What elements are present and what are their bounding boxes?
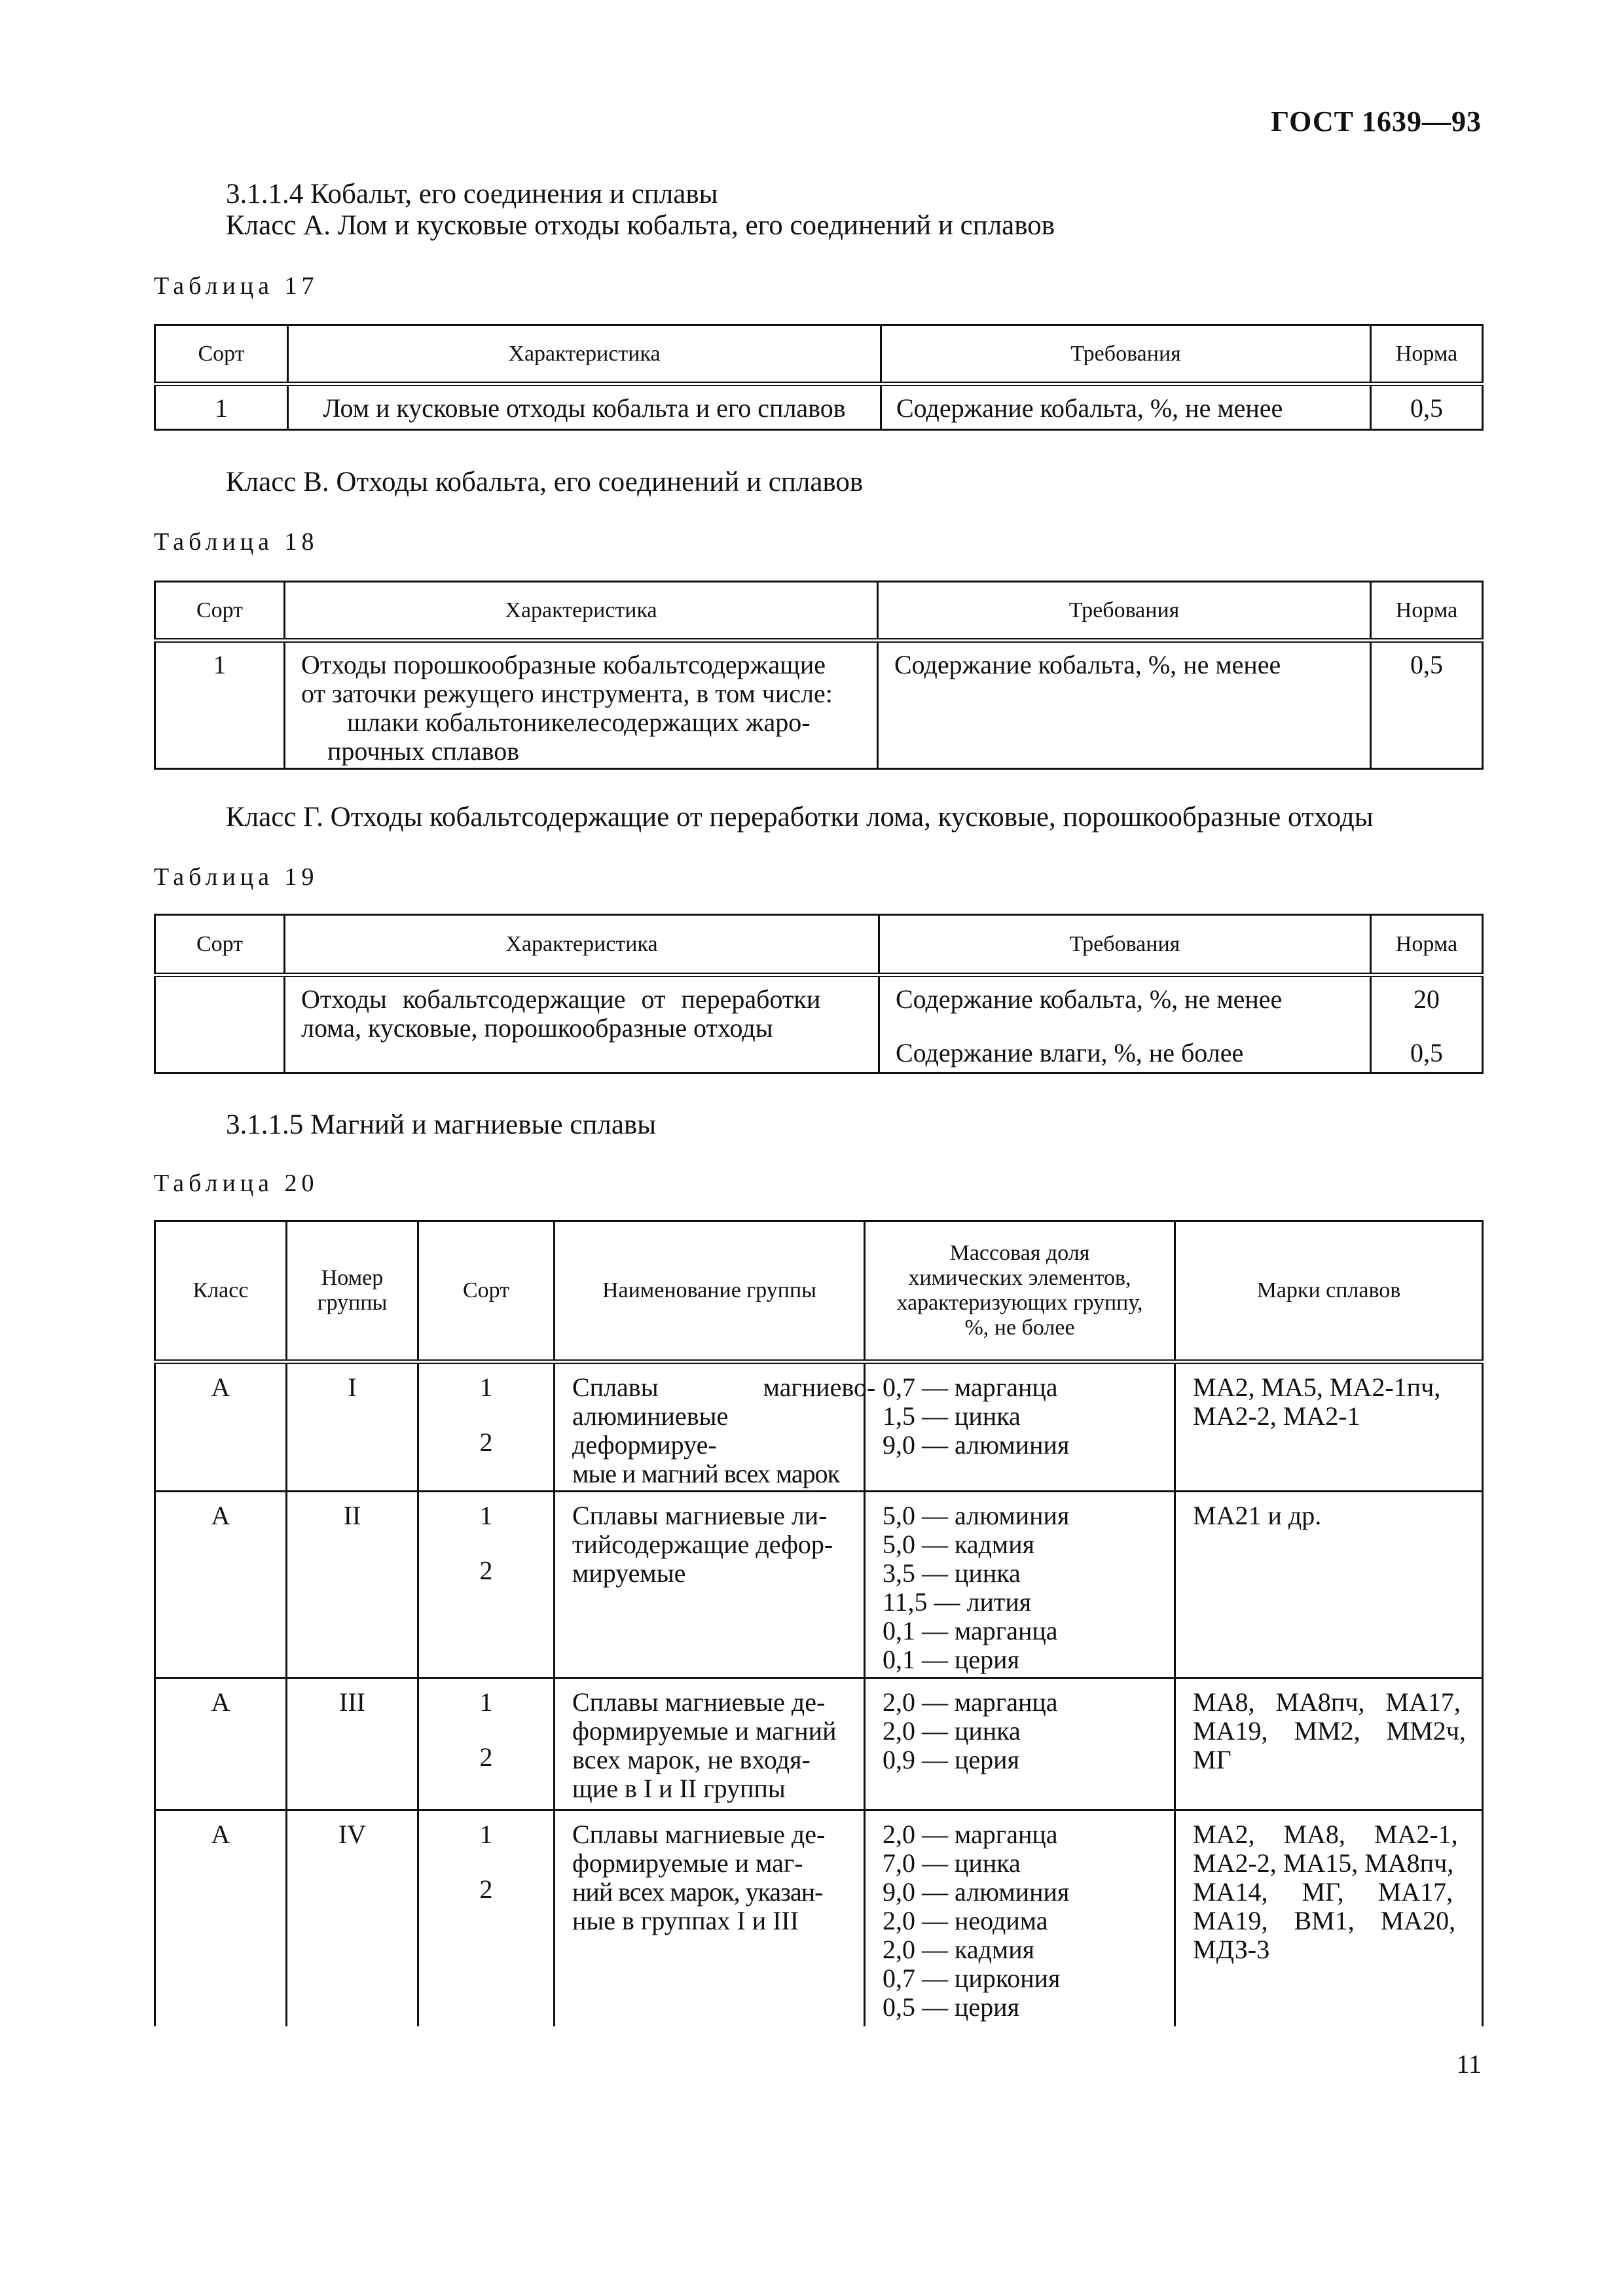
sort-value: 1 [479, 1372, 493, 1402]
element-line: 9,0 — алюминия [883, 1430, 1070, 1460]
cell-requirement: Содержание кобальта, %, не менее [881, 384, 1371, 430]
element-line: 0,1 — церия [883, 1645, 1019, 1674]
name-line: мые и магний всех марок [572, 1459, 840, 1488]
element-line: 2,0 — цинка [883, 1716, 1021, 1746]
cell-requirement [879, 975, 1371, 1073]
class-a-title: Класс А. Лом и кусковые отходы кобальта, его соединений и сплавов [226, 210, 1055, 241]
header-sort: Сорт [155, 325, 288, 384]
requirement-line: Содержание кобальта, %, не менее [896, 984, 1283, 1014]
sort-value: 1 [479, 1687, 493, 1717]
cell-class: А [155, 1492, 287, 1678]
cell-group: IV [287, 1810, 418, 2026]
grades-line: МА2-2, МА15, МА8пч, [1193, 1848, 1454, 1878]
cell-class: А [155, 1678, 287, 1810]
element-line: 2,0 — марганца [883, 1687, 1058, 1717]
table-row [155, 975, 1483, 1073]
header-line: химических элементов, [908, 1266, 1131, 1290]
characteristic-line: от заточки режущего инструмента, в том числе: [301, 679, 833, 708]
table-row [155, 1492, 1483, 1678]
element-line: 3,5 — цинка [883, 1558, 1021, 1588]
header-requirements: Требования [878, 582, 1371, 641]
cell-characteristic [285, 975, 879, 1073]
table-19-label: Таблица 19 [154, 863, 319, 891]
table-row [155, 641, 1483, 769]
element-line: 0,9 — церия [883, 1745, 1019, 1774]
sort-value: 2 [479, 1427, 493, 1457]
table-row [155, 1810, 1483, 2026]
cell-norm [1371, 975, 1483, 1073]
header-line: Массовая доля [949, 1241, 1090, 1265]
cell-grades [1175, 1810, 1483, 2026]
cell-group: III [287, 1678, 418, 1810]
name-line: Сплавы магниевые де- [572, 1820, 826, 1849]
grades-line: МА19, ММ2, ММ2ч, [1193, 1716, 1466, 1746]
sort-value: 1 [479, 1820, 493, 1849]
class-g-title: Класс Г. Отходы кобальтсодержащие от переработки лома, кусковые, порошкообразные отходы [226, 802, 1374, 833]
name-line: формируемые и магний [572, 1716, 837, 1746]
element-line: 9,0 — алюминия [883, 1877, 1070, 1907]
sort-value: 2 [479, 1874, 493, 1904]
table-row [155, 1362, 1483, 1492]
cell-norm: 0,5 [1371, 641, 1483, 769]
header-alloy-grades: Марки сплавов [1175, 1221, 1483, 1362]
section-title-cobalt: 3.1.1.4 Кобальт, его соединения и сплавы [226, 179, 718, 209]
grades-line: МДЗ-3 [1193, 1935, 1270, 1964]
characteristic-line: лома, кусковые, порошкообразные отходы [301, 1013, 773, 1043]
header-line: характеризующих группу, [896, 1291, 1143, 1315]
class-b-title: Класс В. Отходы кобальта, его соединений и сплавов [226, 467, 864, 497]
cell-sorts [418, 1492, 555, 1678]
header-norm: Норма [1371, 915, 1483, 975]
element-line: 0,7 — марганца [883, 1372, 1058, 1402]
header-group-name: Наименование группы [555, 1221, 865, 1362]
header-requirements: Требования [879, 915, 1371, 975]
sort-value: 2 [479, 1742, 493, 1772]
element-line: 2,0 — марганца [883, 1820, 1058, 1849]
cell-sort: 1 [155, 384, 288, 430]
grades-line: МА2, МА8, МА2-1, [1193, 1820, 1458, 1849]
element-line: 7,0 — цинка [883, 1848, 1021, 1878]
header-line: группы [317, 1291, 388, 1315]
header-line: %, не более [964, 1316, 1075, 1340]
table-19-header [155, 915, 1483, 975]
document-code: ГОСТ 1639—93 [1271, 105, 1482, 137]
name-line: формируемые и маг- [572, 1848, 803, 1878]
cell-characteristic: Лом и кусковые отходы кобальта и его сплавов [288, 384, 881, 430]
header-sort: Сорт [418, 1221, 555, 1362]
name-line: Сплавы магниевые де- [572, 1687, 826, 1717]
grades-line: МА2-2, МА2-1 [1193, 1401, 1360, 1431]
element-line: 0,1 — марганца [883, 1616, 1058, 1645]
element-line: 11,5 — лития [883, 1587, 1032, 1617]
header-class: Класс [155, 1221, 287, 1362]
cell-grades [1175, 1678, 1483, 1810]
section-title-magnesium: 3.1.1.5 Магний и магниевые сплавы [226, 1109, 657, 1140]
table-17 [154, 324, 1484, 431]
element-line: 1,5 — цинка [883, 1401, 1021, 1431]
name-line: алюминиевые [572, 1401, 729, 1431]
header-norm: Норма [1371, 325, 1483, 384]
header-characteristic: Характеристика [285, 582, 878, 641]
characteristic-line: прочных сплавов [327, 736, 520, 766]
cell-grades [1175, 1362, 1483, 1492]
table-17-header [155, 325, 1483, 384]
header-group-number [287, 1221, 418, 1362]
table-row [155, 1678, 1483, 1810]
cell-elements [865, 1492, 1175, 1678]
characteristic-line: Отходы кобальтсодержащие от переработки [301, 984, 821, 1014]
element-line: 5,0 — алюминия [883, 1501, 1070, 1530]
cell-group-name [555, 1810, 865, 2026]
header-norm: Норма [1371, 582, 1483, 641]
table-20-header [155, 1221, 1483, 1362]
header-sort: Сорт [155, 582, 285, 641]
norm-value: 0,5 [1410, 1038, 1443, 1067]
grades-line: МГ [1193, 1745, 1231, 1774]
element-line: 5,0 — кадмия [883, 1530, 1035, 1559]
cell-group-name [555, 1492, 865, 1678]
header-line: Номер [321, 1266, 384, 1290]
cell-group: II [287, 1492, 418, 1678]
name-line: Сплавы магниево- [572, 1372, 876, 1402]
cell-class: А [155, 1810, 287, 2026]
cell-class: А [155, 1362, 287, 1492]
element-line: 0,7 — циркония [883, 1964, 1061, 1993]
element-line: 2,0 — неодима [883, 1906, 1048, 1935]
grades-line: МА8, МА8пч, МА17, [1193, 1687, 1461, 1717]
grades-line: МА2, МА5, МА2-1пч, [1193, 1372, 1441, 1402]
header-sort: Сорт [155, 915, 285, 975]
header-characteristic: Характеристика [285, 915, 879, 975]
cell-group-name [555, 1362, 876, 1492]
table-18-label: Таблица 18 [154, 528, 319, 556]
requirement-line: Содержание влаги, %, не более [896, 1038, 1244, 1067]
grades-line: МА14, МГ, МА17, [1193, 1877, 1453, 1907]
sort-value: 1 [479, 1501, 493, 1530]
cell-sort: 1 [155, 641, 285, 769]
table-20-label: Таблица 20 [154, 1170, 319, 1197]
cell-elements [865, 1810, 1175, 2026]
name-line: щие в I и II группы [572, 1774, 786, 1803]
table-17-label: Таблица 17 [154, 272, 319, 300]
name-line: Сплавы магниевые ли- [572, 1501, 828, 1530]
table-18 [154, 581, 1484, 770]
element-line: 0,5 — церия [883, 1992, 1019, 2022]
cell-sorts [418, 1678, 555, 1810]
name-line: мируемые [572, 1558, 686, 1588]
norm-value: 20 [1413, 984, 1440, 1014]
page-number: 11 [1456, 2049, 1482, 2079]
name-line: тийсодержащие дефор- [572, 1530, 833, 1559]
table-19 [154, 914, 1484, 1074]
header-characteristic: Характеристика [288, 325, 881, 384]
cell-sorts [418, 1362, 555, 1492]
cell-group-name [555, 1678, 865, 1810]
header-requirements: Требования [881, 325, 1371, 384]
name-line: деформируе- [572, 1430, 717, 1460]
cell-elements [865, 1362, 1175, 1492]
characteristic-line: Отходы порошкообразные кобальтсодержащие [301, 650, 826, 679]
header-mass-fraction [865, 1221, 1175, 1362]
cell-elements [865, 1678, 1175, 1810]
cell-sort [155, 975, 285, 1073]
name-line: всех марок, не входя- [572, 1745, 811, 1774]
cell-sorts [418, 1810, 555, 2026]
table-20 [154, 1220, 1484, 2026]
table-row [155, 384, 1483, 430]
grades-line: МА19, ВМ1, МА20, [1193, 1906, 1456, 1935]
cell-group: I [287, 1362, 418, 1492]
cell-requirement: Содержание кобальта, %, не менее [878, 641, 1371, 769]
sort-value: 2 [479, 1556, 493, 1585]
characteristic-line: шлаки кобальтоникелесодержащих жаро- [347, 708, 811, 737]
element-line: 2,0 — кадмия [883, 1935, 1035, 1964]
table-18-header [155, 582, 1483, 641]
cell-norm: 0,5 [1371, 384, 1483, 430]
name-line: ные в группах I и III [572, 1906, 799, 1935]
cell-characteristic [285, 641, 878, 769]
cell-grades [1175, 1492, 1483, 1678]
grades-line: МА21 и др. [1193, 1501, 1322, 1530]
name-line: ний всех марок, указан- [572, 1877, 823, 1907]
